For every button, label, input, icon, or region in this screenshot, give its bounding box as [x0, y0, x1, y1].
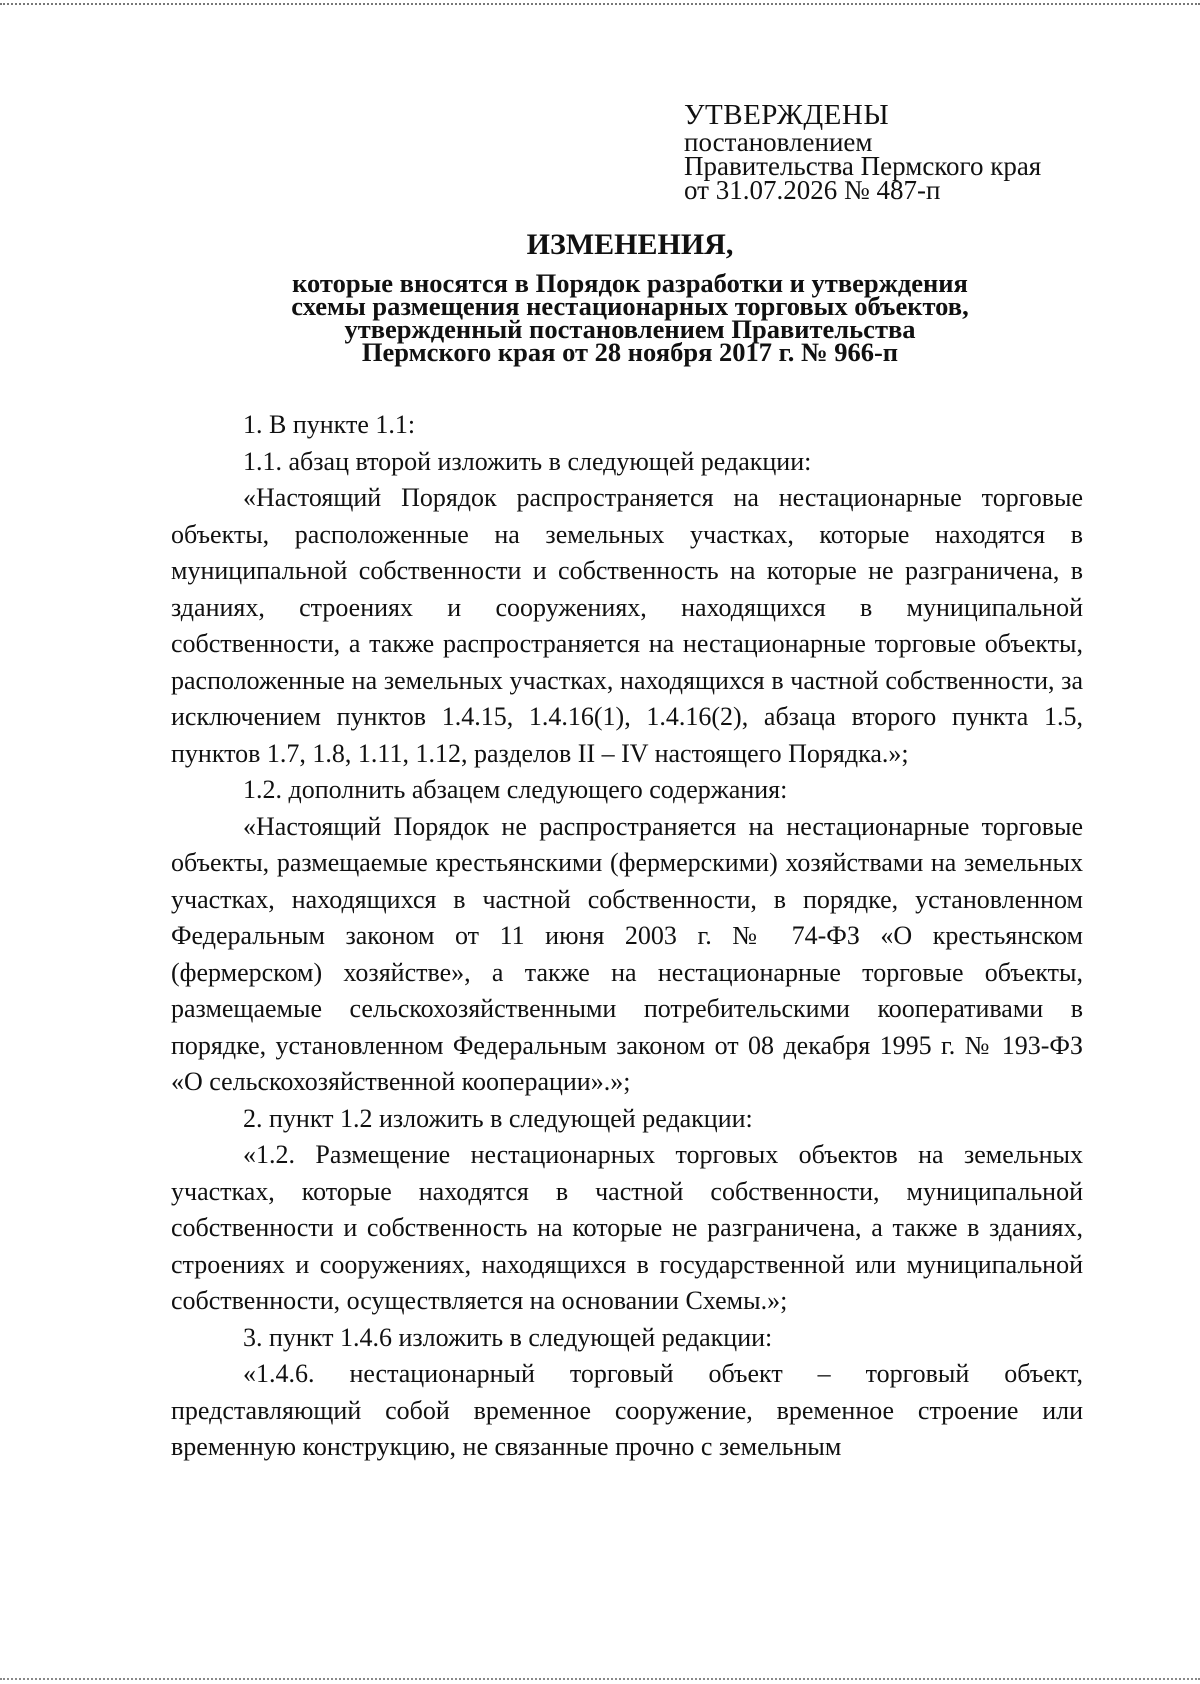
paragraph: «Настоящий Порядок не распространяется на нестационарные торговые объекты, размещаемые крестьянскими (фермерскими) хозяйствами на земельных участках, находящихся в частной собственности, в порядке, установленном Федеральным законом от 11 июня 2003 г. № 74-ФЗ «О крестьянском (фермерском) хозяйстве», а также на нестационарные торговые объекты, размещаемые сельскохозяйственными потребительскими кооперативами в порядке, установленном Федеральным законом от 08 декабря 1995 г. № 193-ФЗ «О сельскохозяйственной кооперации».»;	[171, 811, 1083, 1096]
paragraph: 1.2. дополнить абзацем следующего содержания:	[243, 775, 788, 804]
approval-stamp	[684, 99, 1144, 205]
paragraph: 3. пункт 1.4.6 изложить в следующей редакции:	[243, 1322, 773, 1352]
subtitle-line: Пермского края от 28 ноября 2017 г. № 966-п	[361, 337, 899, 367]
document-title: ИЗМЕНЕНИЯ,	[526, 228, 734, 261]
document-body	[171, 407, 1083, 1466]
paragraph: 1. В пункте 1.1:	[243, 410, 416, 439]
paragraph: «Настоящий Порядок распространяется на нестационарные торговые объекты, расположенные на земельных участках, которые находятся в муниципальной собственности и собственность на которые не разграничена, в зданиях, строениях и сооружениях, находящихся в муниципальной собственности, а также распространяется на нестационарные торговые объекты, расположенные на земельных участках, находящихся в частной собственности, за исключением пунктов 1.4.15, 1.4.16(1), 1.4.16(2), абзаца второго пункта 1.5, пунктов 1.7, 1.8, 1.11, 1.12, разделов II – IV настоящего Порядка.»;	[171, 483, 1083, 768]
approval-line: Правительства Пермского края	[684, 151, 1042, 181]
subtitle-line: утвержденный постановлением Правительства	[344, 314, 916, 344]
paragraph: «1.2. Размещение нестационарных торговых объектов на земельных участках, которые находятся в частной собственности, муниципальной собственности и собственность на которые не разграничена, а также в зданиях, строениях и сооружениях, находящихся в государственной или муниципальной собственности, осуществляется на основании Схемы.»;	[171, 1140, 1083, 1315]
page-top-edge	[0, 3, 1200, 5]
paragraph: 2. пункт 1.2 изложить в следующей редакции:	[243, 1103, 753, 1133]
approval-line: от 31.07.2026 № 487-п	[684, 175, 941, 205]
approval-line: постановлением	[684, 127, 873, 157]
page-bottom-edge	[0, 1678, 1200, 1680]
subtitle-line: схемы размещения нестационарных торговых объектов,	[291, 291, 969, 321]
subtitle-line: которые вносятся в Порядок разработки и утверждения	[292, 268, 968, 298]
document-subtitle	[170, 268, 1090, 367]
approval-title: УТВЕРЖДЕНЫ	[684, 99, 890, 131]
paragraph: 1.1. абзац второй изложить в следующей редакции:	[243, 446, 812, 476]
paragraph: «1.4.6. нестационарный торговый объект – торговый объект, представляющий собой временное сооружение, временное строение или временную конструкцию, не связанные прочно с земельным	[171, 1359, 1083, 1461]
